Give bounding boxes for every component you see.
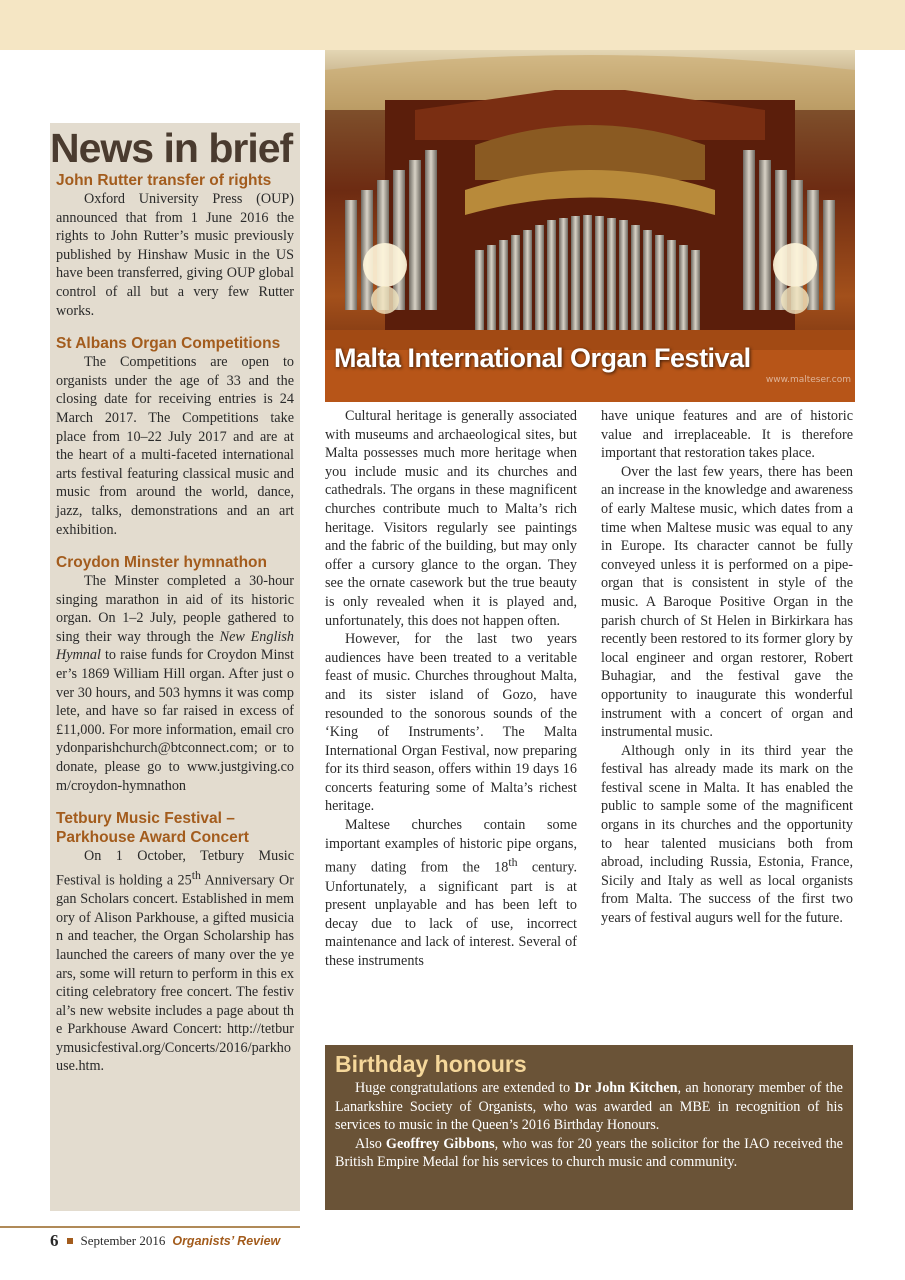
hero-title: Malta International Organ Festival <box>334 343 751 373</box>
article-paragraph: Maltese churches contain some important examples of historic pipe organs, many dating from the 18th century. Unfortunately, a significant part is at present unplayable and has been left to decay due to lack of use, incorrect maintenance and lack of interest. Several of these instruments <box>325 817 577 969</box>
top-color-band <box>0 0 905 50</box>
news-in-brief-sidebar <box>50 123 300 1211</box>
news-body-croydon: The Minster completed a 30-hour singing marathon in aid of its historic organ. On 1–2 July, people gathered to sing their way through the New English Hymnal to raise funds for Croydon Minster’s 1869 William Hill organ. After just over 30 hours, and 503 hymns it was complete, and have so far raised in excess of £11,000. For more information, email croydonparishchurch@btconnect.com; or to donate, please go to www.justgiving.com/croydon-hymnathon <box>56 573 294 794</box>
birthday-paragraph-2: Also Geoffrey Gibbons, who was for 20 years the solicitor for the IAO received the British Empire Medal for his services to church music and community. <box>335 1135 843 1171</box>
article-paragraph: Although only in its third year the festival has already made its mark on the festival scene in Malta. It has enabled the public to sample some of the magnificent organs in its churches and the opportunity to hear talented musicians both from abroad, including Russia, Estonia, France, Sicily and Italy as well as local organists from Malta. The success of the first two years of festival augurs well for the future. <box>601 742 853 927</box>
honoree-name: Dr John Kitchen <box>574 1080 678 1096</box>
issue-date: September 2016 <box>80 1233 166 1248</box>
news-heading-croydon: Croydon Minster hymnathon <box>56 554 267 572</box>
sidebar-title: News in brief <box>50 125 293 171</box>
footer-rule <box>0 1226 300 1228</box>
birthday-honours-box <box>325 1045 853 1210</box>
article-paragraph: However, for the last two years audiences have been treated to a veritable feast of music. Churches throughout Malta, and its sister island of Gozo, have resounded to the sonorous sounds of the ‘King of Instruments’. The Malta International Organ Festival, now preparing for its third season, offers within 19 days 16 concerts featuring some of Malta’s richest heritage. <box>325 631 577 815</box>
page-number: 6 <box>50 1231 59 1250</box>
page-footer <box>50 1231 280 1251</box>
article-paragraph: Over the last few years, there has been an increase in the knowledge and awareness of early Maltese music, which dates from a time when Maltese music was equal to any in Europe. Its character cannot be fully conveyed unless it is performed on a pipe-organ that is consistent in style of the music. A Baroque Positive Organ in the parish church of St Helen in Birkirkara has recently been restored to its former glory by local engineer and organ restorer, Robert Buhagiar, and the festival gave the opportunity to inaugurate this wonderful instrument with a concert of organ and instrumental music. <box>601 463 853 741</box>
article-column-2 <box>601 407 853 928</box>
news-heading-rutter: John Rutter transfer of rights <box>56 172 272 189</box>
square-bullet-icon <box>67 1238 73 1244</box>
article-paragraph: have unique features and are of historic value and irreplaceable. It is therefore important that restoration takes place. <box>601 408 853 462</box>
news-body-rutter: Oxford University Press (OUP) announced that from 1 June 2016 the rights to John Rutter’s music previously published by Hinshaw Music in the US have been transferred, giving OUP global control of all but a very few Rutter works. <box>56 191 294 319</box>
birthday-title: Birthday honours <box>335 1051 527 1077</box>
magazine-name: Organists’ Review <box>172 1234 281 1248</box>
photo-watermark: www.malteser.com <box>765 375 851 385</box>
news-body-tetbury: On 1 October, Tetbury Music Festival is holding a 25th Anniversary Organ Scholars concert. Established in memory of Alison Parkhouse, a gifted musician and teacher, the Organ Scholarship has launched the careers of many over the years, some will return to perform in this exciting celebratory free concert. The festival’s new website includes a page about the Parkhouse Award Concert: http://tetburymusicfestival.org/Concerts/2016/parkhouse.htm. <box>56 848 294 1075</box>
news-heading-tetbury: Tetbury Music Festival – Parkhouse Award Concert <box>56 810 249 847</box>
news-heading-st-albans: St Albans Organ Competitions <box>56 335 281 353</box>
honoree-name: Geoffrey Gibbons <box>385 1135 495 1152</box>
news-body-st-albans: The Competitions are open to organists under the age of 33 and the closing date for receiving entries is 24 March 2017. The Competitions take place from 10–22 July 2017 and are at the heart of a multi-faceted international arts festival featuring classical music and music from around the world, dance, jazz, talks, demonstrations and an art exhibition. <box>56 354 294 538</box>
hymnal-title: New English Hymnal <box>56 628 294 664</box>
article-column-1 <box>325 407 577 971</box>
article-paragraph: Cultural heritage is generally associated with museums and archaeological sites, but Malta possesses much more heritage when you include music and its churches and cathedrals. The organs in these magnificent churches contribute much to Malta’s rich heritage. Visitors regularly see paintings and the fabric of the building, but may only offer a cursory glance to the organ. They see the ornate casework but the true beauty is only revealed when it is played and, unfortunately, this does not happen often. <box>325 408 577 629</box>
birthday-paragraph-1: Huge congratulations are extended to Dr John Kitchen, an honorary member of the Lanarkshire Society of Organists, who was awarded an MBE in recognition of his services to music in the Queen’s 2016 Birthday Honours. <box>335 1080 843 1134</box>
organ-photo <box>325 50 855 402</box>
